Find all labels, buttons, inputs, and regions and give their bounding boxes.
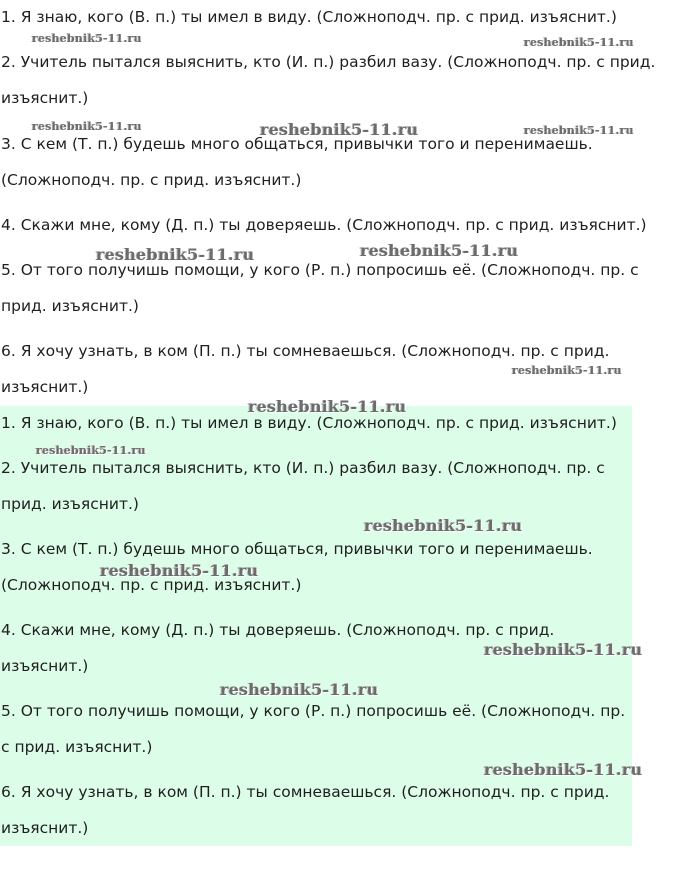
s2-line-1: 1. Я знаю, кого (В. п.) ты имел в виду. (Сложноподч. пр. с прид. изъяснит.) [1,414,617,432]
watermark: reshebnik5-11.ru [524,36,634,49]
watermark: reshebnik5-11.ru [32,120,142,133]
s1-line-8: прид. изъяснит.) [1,297,139,315]
s2-line-8: 5. От того получишь помощи, у кого (Р. п.) попросишь её. (Сложноподч. пр. [1,702,626,720]
watermark: reshebnik5-11.ru [36,444,146,457]
watermark: reshebnik5-11.ru [32,32,142,45]
watermark: reshebnik5-11.ru [260,120,419,139]
s2-line-7: изъяснит.) [1,657,89,675]
watermark: reshebnik5-11.ru [524,124,634,137]
s2-line-3: прид. изъяснит.) [1,495,139,513]
watermark: reshebnik5-11.ru [96,245,255,264]
s1-line-3: изъяснит.) [1,89,89,107]
s1-line-6: 4. Скажи мне, кому (Д. п.) ты доверяешь. (Сложноподч. пр. с прид. изъяснит.) [1,216,647,234]
watermark: reshebnik5-11.ru [248,397,407,416]
s2-line-5: (Сложноподч. пр. с прид. изъяснит.) [1,576,302,594]
s2-line-2: 2. Учитель пытался выяснить, кто (И. п.) разбил вазу. (Сложноподч. пр. с [1,459,605,477]
s2-line-10: 6. Я хочу узнать, в ком (П. п.) ты сомневаешься. (Сложноподч. пр. с прид. [1,783,610,801]
watermark: reshebnik5-11.ru [100,561,259,580]
watermark: reshebnik5-11.ru [220,680,379,699]
watermark: reshebnik5-11.ru [360,241,519,260]
s1-line-1: 1. Я знаю, кого (В. п.) ты имел в виду. (Сложноподч. пр. с прид. изъяснит.) [1,8,617,26]
s2-line-4: 3. С кем (Т. п.) будешь много общаться, привычки того и перенимаешь. [1,540,593,558]
s2-line-9: с прид. изъяснит.) [1,738,153,756]
watermark: reshebnik5-11.ru [484,640,643,659]
s1-line-7: 5. От того получишь помощи, у кого (Р. п.) попросишь её. (Сложноподч. пр. с [1,261,639,279]
s1-line-9: 6. Я хочу узнать, в ком (П. п.) ты сомневаешься. (Сложноподч. пр. с прид. [1,342,610,360]
s1-line-4: 3. С кем (Т. п.) будешь много общаться, привычки того и перенимаешь. [1,135,593,153]
watermark: reshebnik5-11.ru [364,516,523,535]
s1-line-5: (Сложноподч. пр. с прид. изъяснит.) [1,171,302,189]
s1-line-2: 2. Учитель пытался выяснить, кто (И. п.) разбил вазу. (Сложноподч. пр. с прид. [1,53,656,71]
s1-line-10: изъяснит.) [1,378,89,396]
s2-line-6: 4. Скажи мне, кому (Д. п.) ты доверяешь. (Сложноподч. пр. с прид. [1,621,555,639]
s2-line-11: изъяснит.) [1,819,89,837]
watermark: reshebnik5-11.ru [512,364,622,377]
watermark: reshebnik5-11.ru [484,760,643,779]
